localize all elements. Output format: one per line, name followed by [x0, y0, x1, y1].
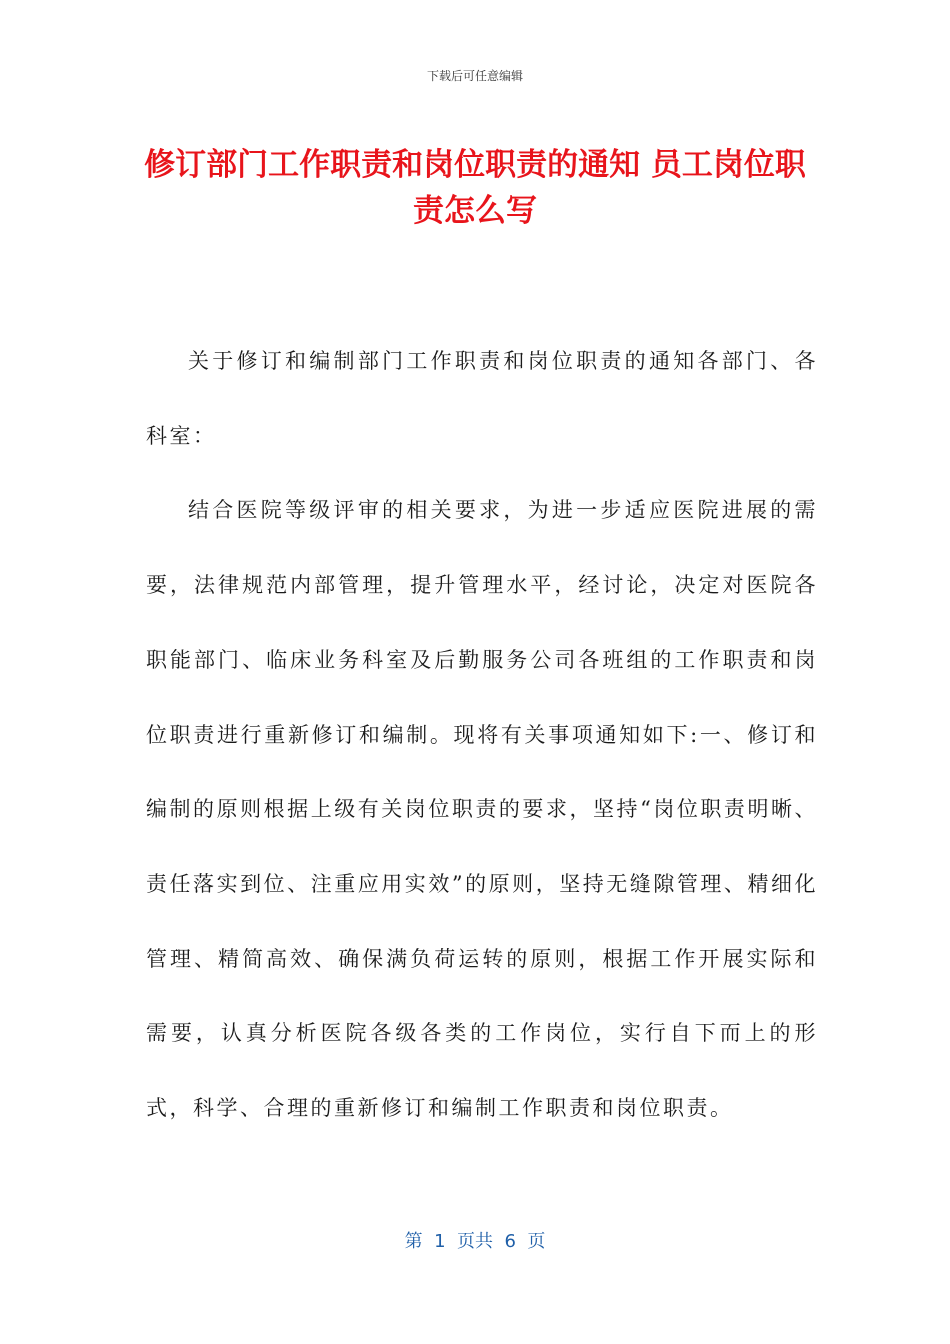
document-title: 修订部门工作职责和岗位职责的通知 员工岗位职责怎么写 [144, 147, 806, 229]
document-body [146, 324, 818, 1146]
page-number-footer: 第 1 页共 6 页 [404, 1231, 546, 1252]
paragraph-notice-heading: 关于修订和编制部门工作职责和岗位职责的通知各部门、各科室： [146, 349, 818, 448]
header-note: 下载后可任意编辑 [426, 69, 523, 83]
paragraph-notice-body: 结合医院等级评审的相关要求，为进一步适应医院进展的需要，法律规范内部管理，提升管理水平，经讨论，决定对医院各职能部门、临床业务科室及后勤服务公司各班组的工作职责和岗位职责进行重新修订和编制。现将有关事项通知如下:一、修订和编制的原则根据上级有关岗位职责的要求，坚持“岗位职责明晰、责任落实到位、注重应用实效”的原则，坚持无缝隙管理、精细化管理、精简高效、确保满负荷运转的原则，根据工作开展实际和需要，认真分析医院各级各类的工作岗位，实行自下而上的形式，科学、合理的重新修订和编制工作职责和岗位职责。 [146, 498, 818, 1121]
